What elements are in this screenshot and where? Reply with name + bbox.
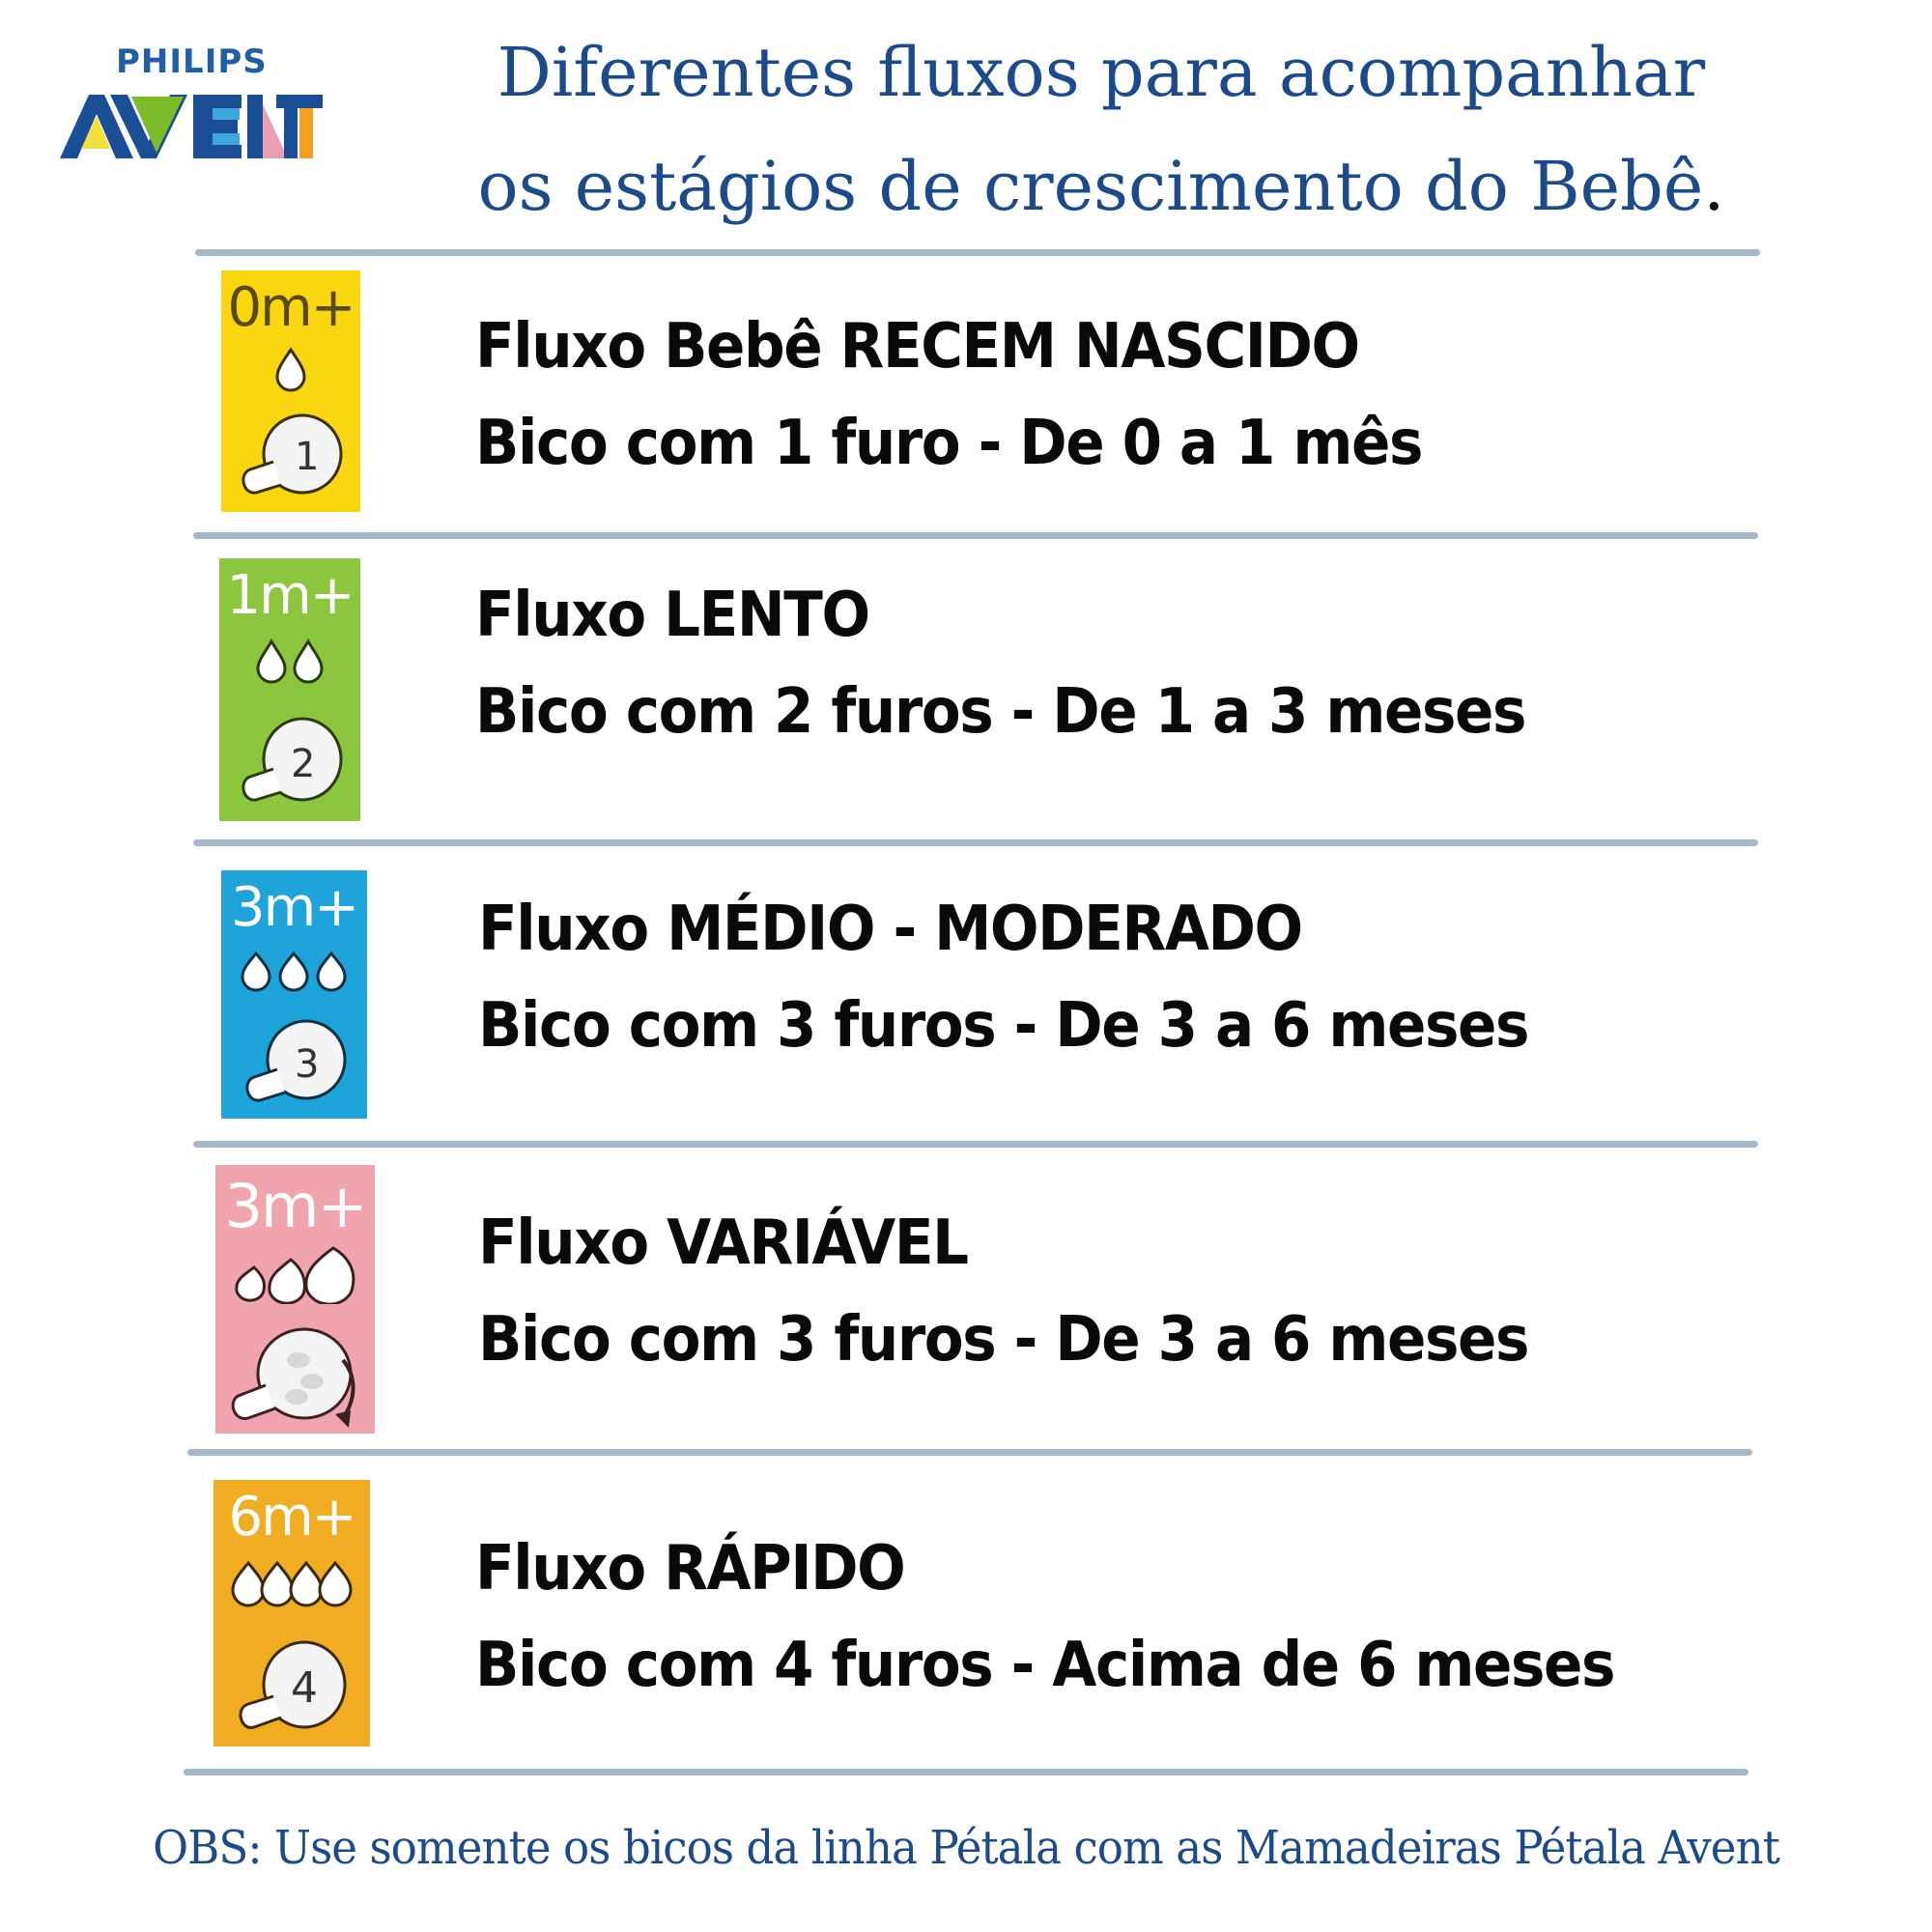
separator — [184, 1769, 1748, 1776]
svg-text:1: 1 — [295, 435, 320, 479]
flow-badge-newborn — [221, 270, 360, 512]
drops-icon — [219, 638, 360, 686]
flow-description: Bico com 1 furo - De 0 a 1 mês — [475, 408, 1422, 479]
nipple-icon — [213, 1633, 370, 1741]
age-label: 0m+ — [227, 276, 355, 339]
drops-icon — [213, 1557, 370, 1611]
age-label: 1m+ — [226, 564, 354, 627]
flow-title: Fluxo VARIÁVEL — [478, 1208, 968, 1279]
separator — [187, 1449, 1752, 1456]
variable-drops-icon — [215, 1242, 375, 1304]
separator — [195, 249, 1760, 256]
flow-title: Fluxo RÁPIDO — [475, 1533, 905, 1605]
svg-text:2: 2 — [291, 742, 316, 786]
drop-icon — [221, 346, 360, 394]
flow-title: Fluxo MÉDIO - MODERADO — [478, 894, 1302, 965]
svg-text:4: 4 — [291, 1663, 318, 1713]
flow-title: Fluxo LENTO — [475, 580, 869, 651]
flow-description: Bico com 2 furos - De 1 a 3 meses — [475, 676, 1526, 748]
footer-note: OBS: Use somente os bicos da linha Pétala com as Mamadeiras Pétala Avent — [153, 1821, 1779, 1875]
drops-icon — [221, 948, 367, 996]
nipple-icon — [221, 1011, 367, 1114]
flow-badge-variable — [215, 1165, 375, 1434]
separator — [193, 532, 1758, 539]
flow-description: Bico com 3 furos - De 3 a 6 meses — [478, 990, 1529, 1062]
page-title-line-1: Diferentes fluxos para acompanhar — [497, 33, 1706, 112]
separator — [193, 1141, 1758, 1148]
avent-logo — [60, 95, 323, 160]
flow-badge-fast — [213, 1480, 370, 1747]
philips-logo-text: PHILIPS — [116, 43, 268, 81]
flow-title: Fluxo Bebê RECEM NASCIDO — [475, 311, 1359, 383]
flow-badge-medium — [221, 870, 367, 1119]
nipple-icon — [221, 406, 360, 506]
age-label: 6m+ — [228, 1486, 355, 1548]
svg-text:3: 3 — [295, 1042, 320, 1087]
flow-description: Bico com 3 furos - De 3 a 6 meses — [478, 1304, 1529, 1376]
age-label: 3m+ — [230, 876, 358, 939]
nipple-icon — [219, 709, 360, 815]
age-label: 3m+ — [224, 1171, 366, 1241]
variable-nipple-icon — [215, 1321, 375, 1432]
flow-description: Bico com 4 furos - Acima de 6 meses — [475, 1630, 1615, 1701]
page-title-line-2: os estágios de crescimento do Bebê. — [477, 147, 1725, 226]
separator — [193, 839, 1758, 846]
flow-badge-slow — [219, 558, 360, 821]
